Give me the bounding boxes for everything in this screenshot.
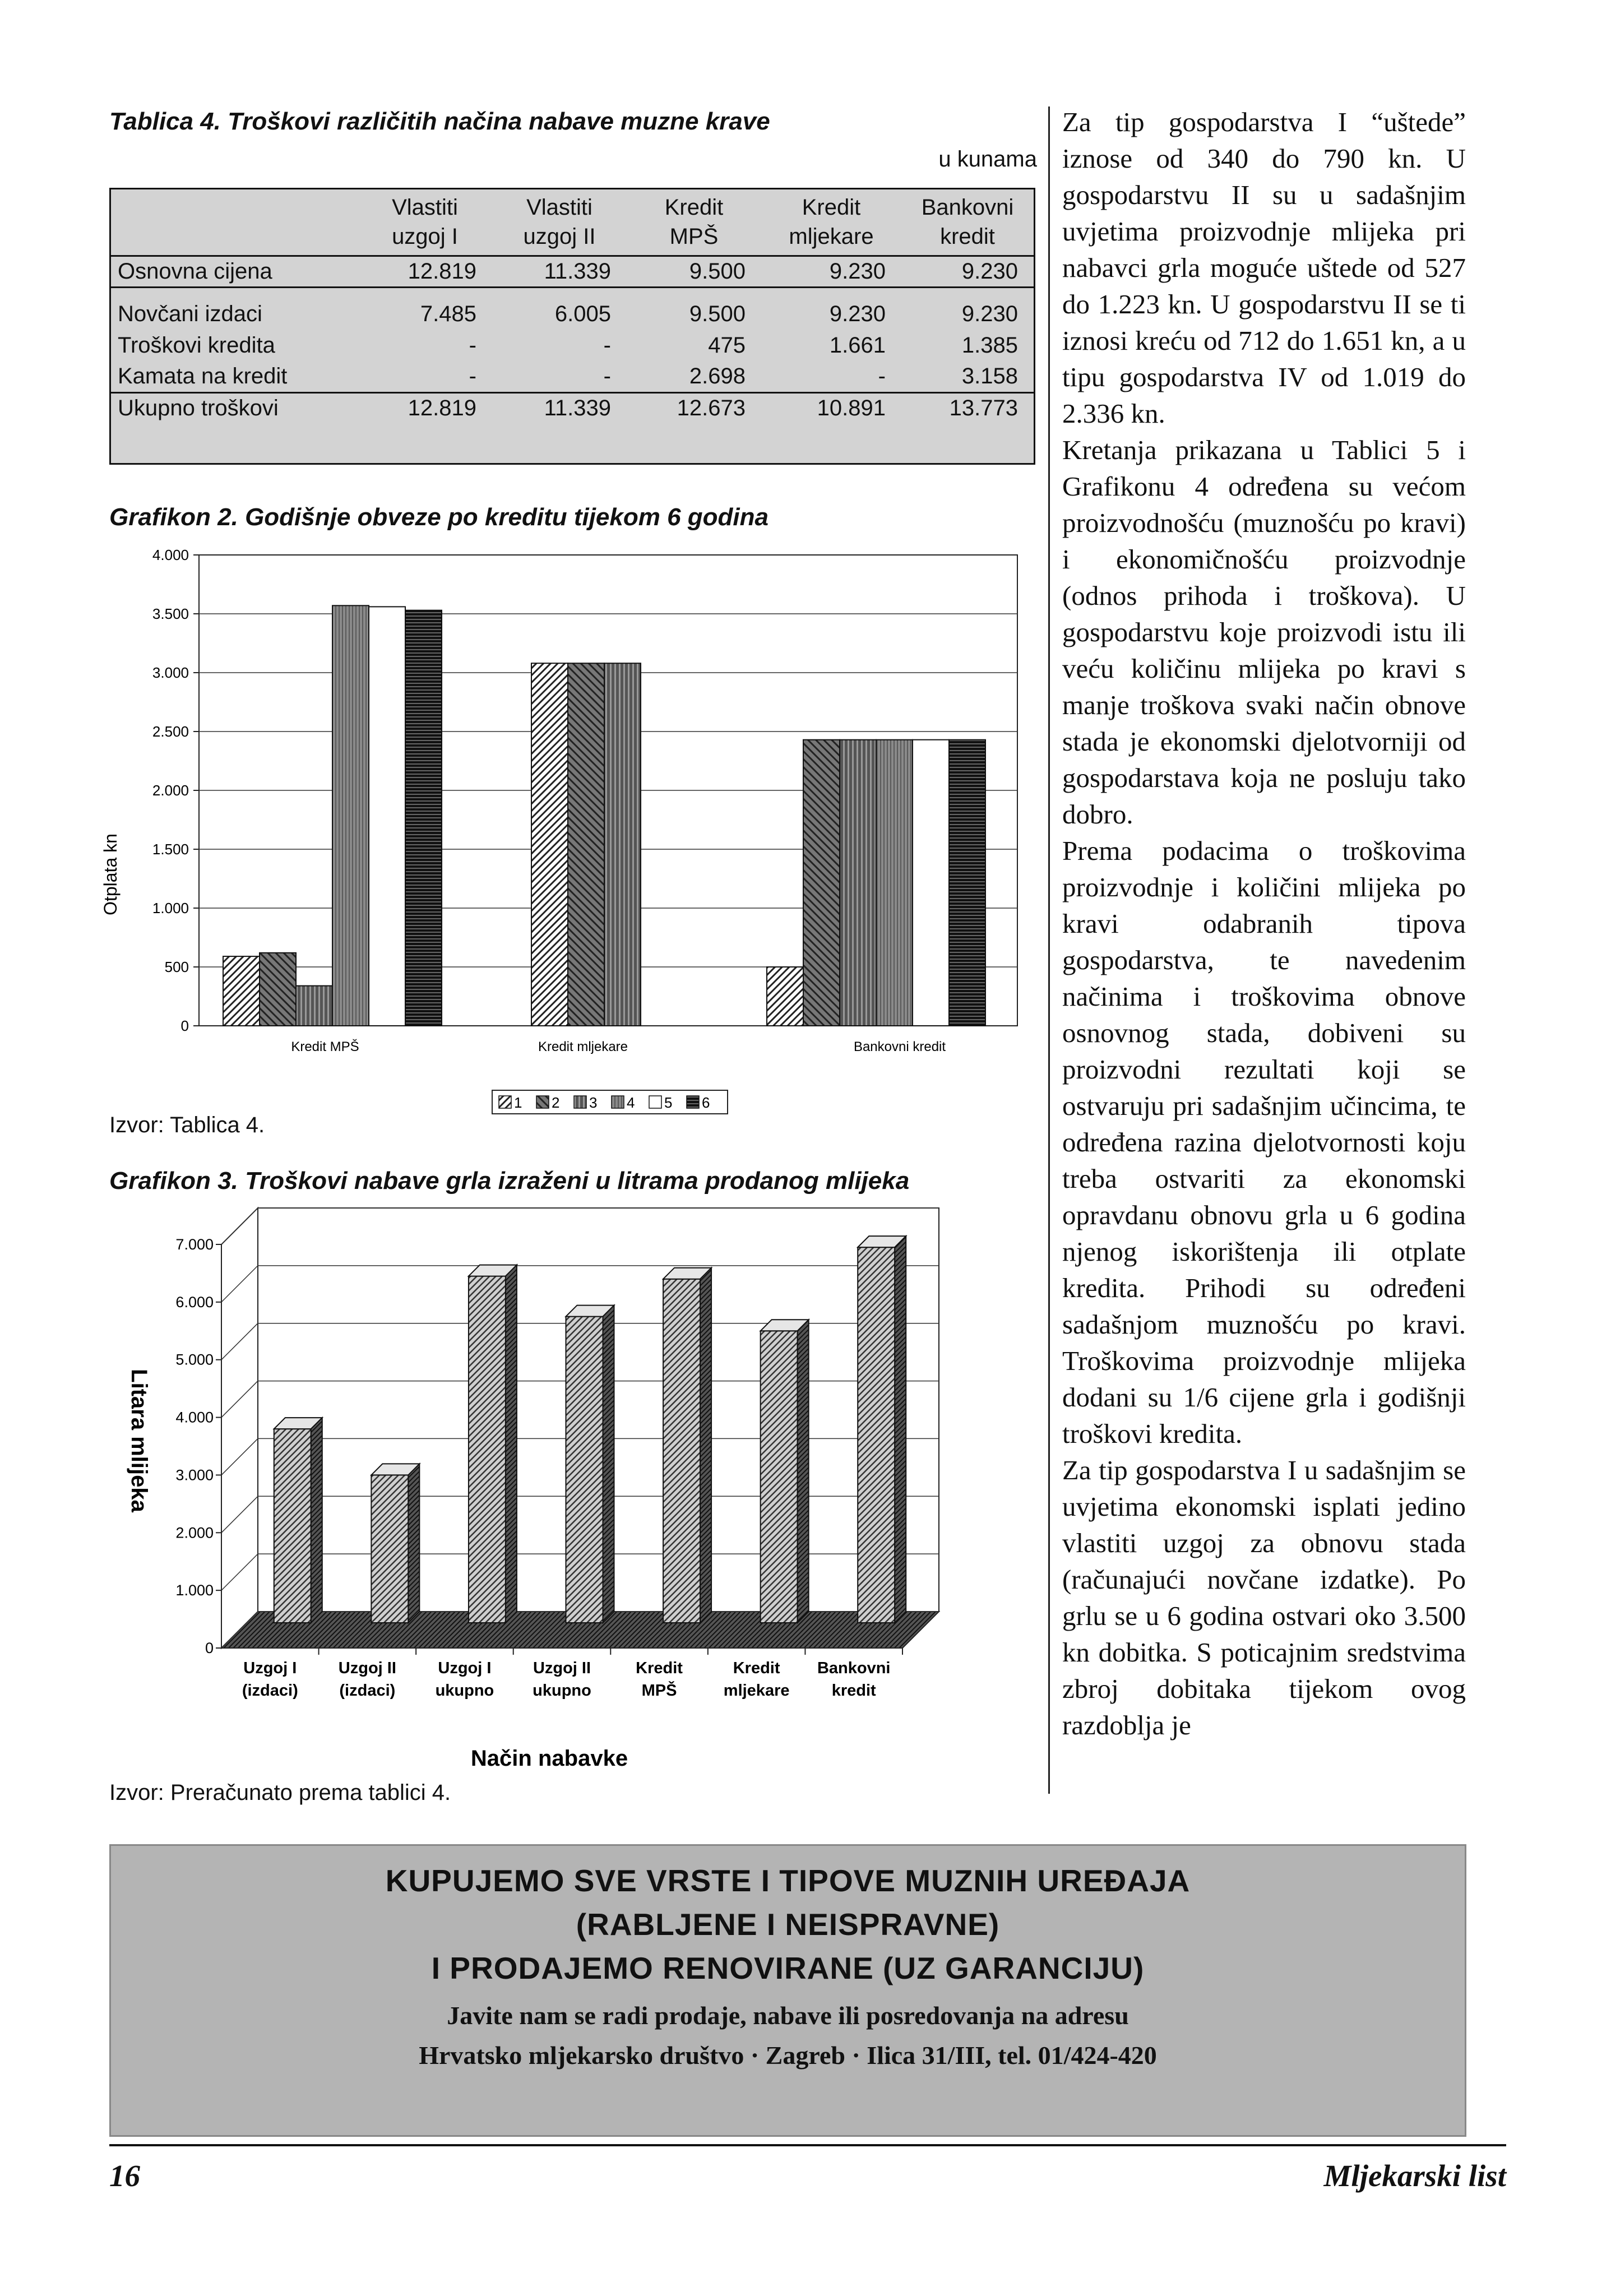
bar-kredit-mp--s6 bbox=[405, 610, 442, 1026]
footer-rule bbox=[109, 2144, 1506, 2146]
table-cell: - bbox=[603, 332, 611, 358]
bar-side bbox=[311, 1418, 322, 1623]
paragraph: Za tip gospodarstva I “uštede” iznose od 340 do 790 kn. U gospodarstvu II su u sadašnjim uvjetima proizvodnje mlijeka pri nabavci grla moguće uštede od 527 do 1.223 kn. U gospodarstvu II se ti iznosi kreću od 712 do 1.651 kn, a u tipu gospodarstva IV od 1.019 do 2.336 kn. bbox=[1062, 107, 1466, 429]
article-text-column bbox=[1062, 104, 1466, 1743]
table-row bbox=[111, 392, 1034, 424]
bar-bankovni-kredit-s4 bbox=[876, 740, 913, 1026]
table-cell: 10.891 bbox=[761, 392, 901, 424]
bar-front bbox=[663, 1279, 700, 1623]
legend-label: 4 bbox=[627, 1094, 635, 1111]
bar-side bbox=[895, 1236, 906, 1623]
table-row bbox=[111, 256, 1034, 287]
bar-kredit-mljekare-s3 bbox=[604, 663, 641, 1026]
table-cell: - bbox=[469, 332, 476, 358]
table-cell: - bbox=[469, 363, 476, 388]
table-cell: 6.005 bbox=[554, 301, 611, 326]
x-category-label: ukupno bbox=[533, 1682, 591, 1700]
bar-bankovni-kredit-s5 bbox=[913, 740, 949, 1026]
y-tick-label: 5.000 bbox=[175, 1351, 214, 1368]
x-category-label: mljekare bbox=[723, 1682, 790, 1700]
table-cell: 1.661 bbox=[829, 332, 886, 358]
x-category-label: Kredit bbox=[636, 1659, 683, 1677]
ad-headline: KUPUJEMO SVE VRSTE I TIPOVE MUZNIH UREĐAJA bbox=[385, 1863, 1191, 1898]
advertisement-box bbox=[109, 1844, 1466, 2137]
column-divider bbox=[1048, 107, 1050, 1794]
y-tick-label: 2.000 bbox=[175, 1524, 214, 1542]
side-wall bbox=[221, 1208, 258, 1648]
x-category-label: Kredit mljekare bbox=[538, 1039, 628, 1054]
bar-front bbox=[274, 1429, 311, 1623]
row-label: Novčani izdaci bbox=[118, 301, 262, 326]
table-cell: 11.339 bbox=[492, 392, 627, 424]
table-caption: Tablica 4. Troškovi različitih načina nabave muzne krave bbox=[109, 108, 770, 135]
ad-headline: (RABLJENE I NEISPRAVNE) bbox=[576, 1907, 1000, 1942]
table-row bbox=[111, 298, 1034, 330]
bar-kredit-mp--s5 bbox=[369, 607, 405, 1026]
table-cell: 12.819 bbox=[358, 392, 492, 424]
y-tick-label: 4.000 bbox=[175, 1409, 214, 1426]
bar-side bbox=[700, 1268, 711, 1623]
bar-kredit-mp--s3 bbox=[296, 986, 332, 1026]
table-cell: 9.230 bbox=[829, 301, 886, 326]
legend-label: 1 bbox=[514, 1094, 522, 1111]
x-category-label: Uzgoj I bbox=[243, 1659, 297, 1677]
legend-label: 6 bbox=[702, 1094, 710, 1111]
table-row bbox=[111, 361, 1034, 392]
table-cell: 475 bbox=[708, 332, 746, 358]
table-row bbox=[111, 330, 1034, 361]
y-tick-label: 1.500 bbox=[152, 841, 189, 858]
y-tick-label: 2.500 bbox=[152, 723, 189, 740]
legend-label: 2 bbox=[552, 1094, 560, 1111]
table-cell: 12.819 bbox=[358, 256, 492, 287]
table-cell: 11.339 bbox=[492, 256, 627, 287]
legend-label: 5 bbox=[664, 1094, 673, 1111]
table-header-corner bbox=[111, 189, 358, 256]
bar-side bbox=[506, 1265, 517, 1623]
bar-kredit-mljekare-s2 bbox=[568, 663, 604, 1026]
y-tick-label: 3.000 bbox=[175, 1466, 214, 1484]
table-cell: 9.500 bbox=[627, 256, 761, 287]
table-cell: 3.158 bbox=[961, 363, 1018, 388]
table-unit: u kunama bbox=[938, 147, 1037, 172]
y-tick-label: 1.000 bbox=[175, 1582, 214, 1599]
bar-front bbox=[371, 1475, 408, 1623]
row-label: Kamata na kredit bbox=[118, 363, 288, 388]
table-cell: 9.230 bbox=[961, 301, 1018, 326]
y-tick-label: 0 bbox=[180, 1017, 189, 1034]
table-cell: 13.773 bbox=[901, 392, 1034, 424]
bar-front bbox=[858, 1247, 895, 1623]
bar-front bbox=[469, 1276, 506, 1623]
ad-contact-address: Hrvatsko mljekarsko društvo · Zagreb · Ilica 31/III, tel. 01/424-420 bbox=[419, 2041, 1157, 2070]
legend-swatch bbox=[649, 1096, 661, 1108]
row-label: Troškovi kredita bbox=[118, 332, 275, 358]
table-column-header: Bankovni kredit bbox=[921, 195, 1014, 249]
y-tick-label: 0 bbox=[205, 1640, 214, 1656]
cost-table bbox=[109, 188, 1035, 465]
y-tick-label: 500 bbox=[164, 959, 189, 975]
table-header-row bbox=[111, 189, 1034, 256]
purchase-cost-chart bbox=[109, 1205, 1040, 1783]
table-column-header: Kredit MPŠ bbox=[664, 195, 724, 249]
x-category-label: Uzgoj I bbox=[438, 1659, 492, 1677]
table-spacer bbox=[111, 287, 1034, 298]
x-category-label: Bankovni bbox=[817, 1659, 891, 1677]
chart-caption: Grafikon 3. Troškovi nabave grla izraženi u litrama prodanog mlijeka bbox=[109, 1167, 910, 1195]
x-category-label: (izdaci) bbox=[339, 1682, 396, 1700]
bar-bankovni-kredit-s6 bbox=[949, 740, 985, 1026]
bar-bankovni-kredit-s1 bbox=[767, 967, 803, 1026]
bar-bankovni-kredit-s3 bbox=[840, 740, 876, 1026]
y-axis-label: Otplata kn bbox=[100, 834, 121, 915]
x-category-label: Uzgoj II bbox=[338, 1659, 396, 1677]
chart-source: Izvor: Tablica 4. bbox=[109, 1113, 265, 1137]
ad-headline: I PRODAJEMO RENOVIRANE (UZ GARANCIJU) bbox=[431, 1951, 1145, 1985]
y-tick-label: 6.000 bbox=[175, 1293, 214, 1311]
x-category-label: kredit bbox=[831, 1682, 876, 1700]
table-cell: 1.385 bbox=[961, 332, 1018, 358]
x-category-label: Bankovni kredit bbox=[853, 1039, 946, 1054]
table-cell: 9.230 bbox=[901, 256, 1034, 287]
bar-bankovni-kredit-s2 bbox=[803, 740, 840, 1026]
table-cell: 2.698 bbox=[689, 363, 746, 388]
bar-kredit-mljekare-s1 bbox=[531, 663, 568, 1026]
x-category-label: MPŠ bbox=[641, 1682, 677, 1700]
bar-side bbox=[603, 1306, 614, 1623]
y-axis-label: Litara mlijeka bbox=[127, 1369, 151, 1512]
x-category-label: (izdaci) bbox=[242, 1682, 298, 1700]
y-tick-label: 1.000 bbox=[152, 900, 189, 916]
bar-front bbox=[761, 1331, 798, 1623]
table-cell: 7.485 bbox=[420, 301, 476, 326]
y-tick-label: 4.000 bbox=[152, 547, 189, 563]
bar-kredit-mp--s1 bbox=[223, 956, 260, 1026]
cost-table-grid bbox=[111, 189, 1034, 424]
table-cell: 12.673 bbox=[627, 392, 761, 424]
table-column-header: Vlastiti uzgoj I bbox=[392, 195, 458, 249]
x-category-label: Uzgoj II bbox=[533, 1659, 591, 1677]
paragraph: Prema podacima o troškovima proizvodnje i količini mlijeka po kravi odabranih tipova gospodarstva, te navedenim načinima i troškovima obnove osnovnog stada, dobiveni su proizvodni rezultati koji se ostvaruju pri sadašnjim učincima, te određena razina djelotvornosti koju treba ostvariti za ekonomski opravdanu obnovu grla u 6 godina njenog iskorištenja ili otplate kredita. Prihodi su određeni sadašnjom muznošću po kravi. Troškovima proizvodnje mlijeka dodani su 1/6 cijene grla i godišnji troškovi kredita. bbox=[1062, 835, 1466, 1449]
y-tick-label: 3.500 bbox=[152, 605, 189, 622]
legend-swatch bbox=[574, 1096, 586, 1108]
bar-side bbox=[408, 1464, 419, 1623]
paragraph: Kretanja prikazana u Tablici 5 i Grafikonu 4 određena su većom proizvodnošću (muznošću po kravi) i ekonomičnošću proizvodnje (odnos prihoda i troškova). U gospodarstvu koje proizvodi istu ili veću količinu mlijeka po kravi s manje troškova svaki način obnove stada je ekonomski djelotvorniji od gospodarstava koja ne posluju tako dobro. bbox=[1062, 434, 1466, 830]
loan-obligations-chart bbox=[90, 538, 1043, 1121]
chart-source: Izvor: Preračunato prema tablici 4. bbox=[109, 1780, 451, 1805]
table-column-header: Kredit mljekare bbox=[789, 195, 874, 249]
paragraph: Za tip gospodarstva I u sadašnjim se uvjetima ekonomski isplati jedino vlastiti uzgoj za obnovu stada (računajući novčane izdatke). Po grlu se u 6 godina ostvari oko 3.500 kn dobitka. S poticajnim sredstvima zbroj dobitaka tijekom ovog razdoblja je bbox=[1062, 1455, 1466, 1740]
bar-kredit-mp--s2 bbox=[260, 953, 296, 1026]
ad-contact-text: Javite nam se radi prodaje, nabave ili posredovanja na adresu bbox=[447, 2001, 1129, 2030]
bar-kredit-mp--s4 bbox=[332, 605, 369, 1026]
legend-swatch bbox=[499, 1096, 511, 1108]
row-label: Osnovna cijena bbox=[111, 256, 358, 287]
table-cell: - bbox=[878, 363, 886, 388]
y-tick-label: 3.000 bbox=[152, 664, 189, 681]
table-cell: 9.230 bbox=[761, 256, 901, 287]
table-column-header: Vlastiti uzgoj II bbox=[523, 195, 596, 249]
table-cell: - bbox=[603, 363, 611, 388]
row-label: Ukupno troškovi bbox=[111, 392, 358, 424]
x-category-label: ukupno bbox=[435, 1682, 494, 1700]
x-category-label: Kredit MPŠ bbox=[291, 1039, 359, 1054]
x-axis-label: Način nabavke bbox=[470, 1746, 628, 1771]
y-tick-label: 7.000 bbox=[175, 1236, 214, 1253]
y-tick-label: 2.000 bbox=[152, 782, 189, 799]
legend-swatch bbox=[536, 1096, 549, 1108]
bar-front bbox=[566, 1317, 603, 1623]
x-category-label: Kredit bbox=[733, 1659, 780, 1677]
legend-swatch bbox=[612, 1096, 624, 1108]
journal-name: Mljekarski list bbox=[1323, 2159, 1506, 2193]
bar-side bbox=[798, 1320, 809, 1623]
chart-caption: Grafikon 2. Godišnje obveze po kreditu tijekom 6 godina bbox=[109, 503, 769, 531]
page-number: 16 bbox=[109, 2159, 140, 2193]
legend-swatch bbox=[687, 1096, 699, 1108]
legend-label: 3 bbox=[589, 1094, 598, 1111]
table-cell: 9.500 bbox=[689, 301, 746, 326]
